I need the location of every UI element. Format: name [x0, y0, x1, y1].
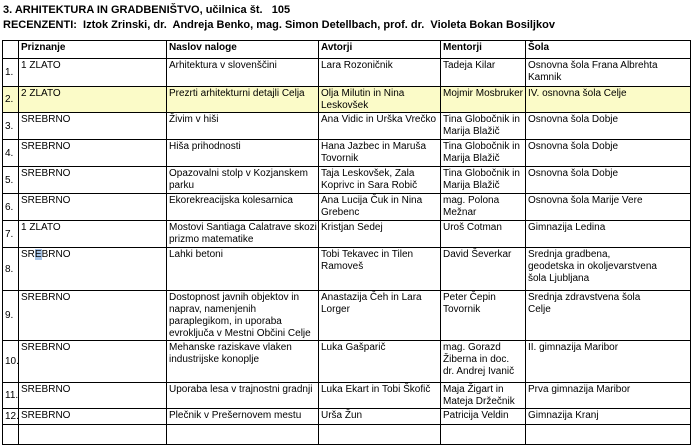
table-row — [3, 409, 691, 425]
school-cell[interactable]: Srednja gradbena, geodetska in okoljevarstvena šola Ljubljana — [526, 248, 691, 291]
mentors-cell[interactable]: Peter Čepin Tovornik — [441, 291, 526, 341]
award-text-pre-selection: SR — [21, 249, 35, 260]
mentors-cell[interactable]: Tina Globočnik in Marija Blažič — [441, 140, 526, 167]
table-header-row — [3, 41, 691, 59]
table-row — [3, 140, 691, 167]
school-cell[interactable]: Osnovna šola Dobje — [526, 113, 691, 140]
title-cell[interactable]: Prezrti arhitekturni detajli Celja — [167, 87, 319, 113]
title-cell[interactable]: Arhitektura v slovenščini — [167, 59, 319, 87]
row-number-cell[interactable]: 1. — [3, 59, 19, 87]
mentors-cell[interactable]: Uroš Cotman — [441, 221, 526, 248]
table-row-clipped — [3, 425, 691, 445]
authors-cell[interactable]: Luka Gašparič — [319, 341, 441, 383]
mentors-cell[interactable]: Tina Globočnik in Marija Blažič — [441, 113, 526, 140]
award-cell[interactable]: SREBRNO — [19, 291, 167, 341]
mentors-cell[interactable]: Tina Globočnik in Marija Blažič — [441, 167, 526, 194]
row-number-cell[interactable]: 8. — [3, 248, 19, 291]
table-row — [3, 341, 691, 383]
row-number-cell[interactable]: 4. — [3, 140, 19, 167]
title-cell[interactable]: Mostovi Santiaga Calatrave skozi prizmo matematike — [167, 221, 319, 248]
award-cell[interactable]: SREBRNO — [19, 194, 167, 221]
mentors-cell[interactable]: Patricija Veldin — [441, 409, 526, 425]
mentors-cell[interactable]: mag. Polona Mežnar — [441, 194, 526, 221]
school-cell[interactable]: Prva gimnazija Maribor — [526, 383, 691, 409]
mentors-cell — [441, 425, 526, 445]
results-table — [2, 40, 691, 445]
table-row — [3, 167, 691, 194]
mentors-cell[interactable]: mag. Gorazd Žiberna in doc. dr. Andrej Ivanič — [441, 341, 526, 383]
school-cell[interactable]: Gimnazija Kranj — [526, 409, 691, 425]
reviewers-line[interactable]: RECENZENTI: Iztok Zrinski, dr. Andreja Benko, mag. Simon Detellbach, prof. dr. Violeta Bokan Bosiljkov — [3, 19, 555, 31]
row-number-cell[interactable]: 10. — [3, 341, 19, 383]
school-cell[interactable]: Osnovna šola Marije Vere — [526, 194, 691, 221]
mentors-cell[interactable]: Tadeja Kilar — [441, 59, 526, 87]
header-sola[interactable]: Šola — [526, 41, 691, 59]
selected-text[interactable]: E — [34, 249, 42, 260]
award-cell[interactable] — [19, 248, 167, 291]
title-cell[interactable]: Mehanske raziskave vlaken industrijske konoplje — [167, 341, 319, 383]
row-number-cell[interactable]: 11. — [3, 383, 19, 409]
row-number-cell[interactable]: 3. — [3, 113, 19, 140]
mentors-cell[interactable]: David Ševerkar — [441, 248, 526, 291]
authors-cell[interactable]: Luka Ekart in Tobi Škofič — [319, 383, 441, 409]
school-cell — [526, 425, 691, 445]
school-cell[interactable]: IV. osnovna šola Celje — [526, 87, 691, 113]
award-cell[interactable]: 2 ZLATO — [19, 87, 167, 113]
authors-cell[interactable]: Kristjan Sedej — [319, 221, 441, 248]
row-number-cell[interactable]: 2. — [3, 87, 19, 113]
authors-cell[interactable]: Taja Leskovšek, Zala Koprivc in Sara Robič — [319, 167, 441, 194]
title-cell[interactable]: Opazovalni stolp v Kozjanskem parku — [167, 167, 319, 194]
title-cell[interactable]: Hiša prihodnosti — [167, 140, 319, 167]
authors-cell[interactable]: Hana Jazbec in Maruša Tovornik — [319, 140, 441, 167]
table-row — [3, 291, 691, 341]
school-cell[interactable]: Osnovna šola Frana Albrehta Kamnik — [526, 59, 691, 87]
authors-cell[interactable]: Ana Vidic in Urška Vrečko — [319, 113, 441, 140]
mentors-cell[interactable]: Mojmir Mosbruker — [441, 87, 526, 113]
authors-cell[interactable]: Tobi Tekavec in Tilen Ramoveš — [319, 248, 441, 291]
school-cell[interactable]: Gimnazija Ledina — [526, 221, 691, 248]
award-cell[interactable]: SREBRNO — [19, 167, 167, 194]
title-cell — [167, 425, 319, 445]
table-row — [3, 383, 691, 409]
table-row — [3, 59, 691, 87]
table-row — [3, 113, 691, 140]
award-cell — [19, 425, 167, 445]
header-priznanje[interactable]: Priznanje — [19, 41, 167, 59]
row-number-cell[interactable]: 7. — [3, 221, 19, 248]
authors-cell — [319, 425, 441, 445]
title-cell[interactable]: Dostopnost javnih objektov in naprav, namenjenih paraplegikom, in uporaba evroključa v Mestni Občini Celje — [167, 291, 319, 341]
page-title[interactable]: 3. ARHITEKTURA IN GRADBENIŠTVO, učilnica št. 105 — [3, 4, 291, 16]
mentors-cell[interactable]: Maja Žigart in Mateja Držečnik — [441, 383, 526, 409]
award-text-post-selection: BRNO — [41, 249, 71, 260]
award-cell[interactable]: 1 ZLATO — [19, 221, 167, 248]
authors-cell[interactable]: Olja Milutin in Nina Leskovšek — [319, 87, 441, 113]
header-num[interactable] — [3, 41, 19, 59]
title-cell[interactable]: Ekorekreacijska kolesarnica — [167, 194, 319, 221]
award-cell[interactable]: SREBRNO — [19, 113, 167, 140]
title-cell[interactable]: Živim v hiši — [167, 113, 319, 140]
school-cell[interactable]: Osnovna šola Dobje — [526, 140, 691, 167]
authors-cell[interactable]: Urša Žun — [319, 409, 441, 425]
award-cell[interactable]: SREBRNO — [19, 409, 167, 425]
row-number-cell[interactable]: 6. — [3, 194, 19, 221]
row-number-cell[interactable]: 9. — [3, 291, 19, 341]
row-number-cell[interactable]: 5. — [3, 167, 19, 194]
table-row — [3, 221, 691, 248]
table-row-highlighted — [3, 87, 691, 113]
award-cell[interactable]: SREBRNO — [19, 383, 167, 409]
row-number-cell[interactable]: 12. — [3, 409, 19, 425]
authors-cell[interactable]: Ana Lucija Čuk in Nina Grebenc — [319, 194, 441, 221]
award-cell[interactable]: SREBRNO — [19, 140, 167, 167]
school-cell[interactable]: Osnovna šola Dobje — [526, 167, 691, 194]
table-row — [3, 248, 691, 291]
table-row — [3, 194, 691, 221]
title-cell[interactable]: Uporaba lesa v trajnostni gradnji — [167, 383, 319, 409]
header-naslov-naloge[interactable]: Naslov naloge — [167, 41, 319, 59]
authors-cell[interactable]: Lara Rozoničnik — [319, 59, 441, 87]
authors-cell[interactable]: Anastazija Čeh in Lara Lorger — [319, 291, 441, 341]
title-cell[interactable]: Lahki betoni — [167, 248, 319, 291]
school-cell[interactable]: Srednja zdravstvena šola Celje — [526, 291, 691, 341]
award-cell[interactable]: SREBRNO — [19, 341, 167, 383]
header-mentorji[interactable]: Mentorji — [441, 41, 526, 59]
row-number-cell — [3, 425, 19, 445]
header-avtorji[interactable]: Avtorji — [319, 41, 441, 59]
school-cell[interactable]: II. gimnazija Maribor — [526, 341, 691, 383]
award-cell[interactable]: 1 ZLATO — [19, 59, 167, 87]
title-cell[interactable]: Plečnik v Prešernovem mestu — [167, 409, 319, 425]
